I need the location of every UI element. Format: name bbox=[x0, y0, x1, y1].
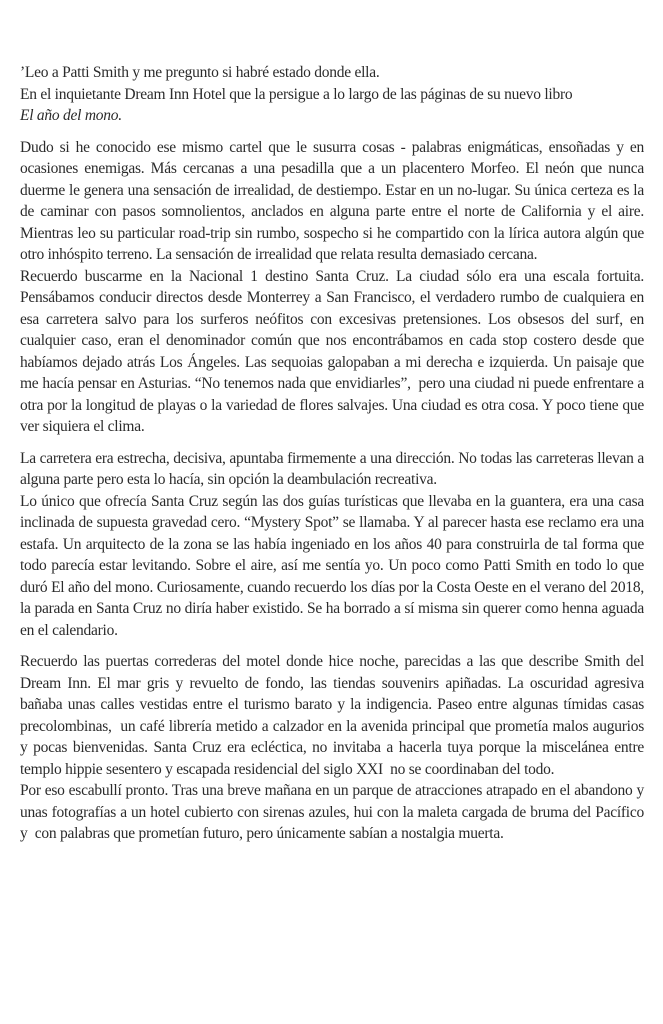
paragraph-despedida: Por eso escabullí pronto. Tras una breve mañana en un parque de atracciones atrapado en el abandono y unas fotografías a un hotel cubierto con sirenas azules, hui con la maleta cargada de bruma del Pacífico y con palabras que prometían futuro, pero únicamente sabían a nostalgia muerta. bbox=[20, 782, 648, 842]
paragraph-nacional-1: Recuerdo buscarme en la Nacional 1 destino Santa Cruz. La ciudad sólo era una escala fortuita. Pensábamos conducir directos desde Monterrey a San Francisco, el verdadero rumbo de cualquiera en esa carretera salvo para los surferos neófitos con excesivas pretensiones. Los obsesos del surf, en cualquier caso, eran el denominador común que nos encontrábamos en cada stop costero desde que habíamos dejado atrás Los Ángeles. Las sequoias galopaban a mi derecha e izquierda. Un paisaje que me hacía pensar en Asturias. “No tenemos nada que envidiarles”, pero una ciudad ni puede enfrentare a otra por la longitud de playas o la variedad de flores salvajes. Una ciudad es otra cosa. Y poco tiene que ver siquiera el clima. bbox=[20, 267, 648, 435]
intro-line-2: En el inquietante Dream Inn Hotel que la persigue a lo largo de las páginas de su nuevo libro bbox=[20, 85, 573, 103]
paragraph-dream-inn: Dudo si he conocido ese mismo cartel que le susurra cosas - palabras enigmáticas, ensoñadas y en ocasiones enemigas. Más cercanas a una pesadilla que a un placentero Morfeo. El neón que nunca duerme le genera una sensación de irrealidad, de destiempo. Estar en un no-lugar. Su única certeza es la de caminar con pasos somnolientos, anclados en alguna parte entre el norte de California y el aire. Mientras leo su particular road-trip sin rumbo, sospecho si he compartido con la lírica autora algún que otro inhóspito terreno. La sensación de irrealidad que relata resulta demasiado cercana. bbox=[20, 138, 648, 263]
intro-line-1: ’Leo a Patti Smith y me pregunto si habré estado donde ella. bbox=[20, 64, 380, 81]
article-text bbox=[20, 62, 648, 845]
paragraph-carretera: La carretera era estrecha, decisiva, apuntaba firmemente a una dirección. No todas las carreteras llevan a alguna parte pero esta lo hacía, sin opción la deambulación recreativa. bbox=[20, 449, 648, 488]
intro-block bbox=[20, 62, 644, 127]
paragraph-motel: Recuerdo las puertas correderas del motel donde hice noche, parecidas a las que describe Smith del Dream Inn. El mar gris y revuelto de fondo, las tiendas souvenirs apiñadas. La oscuridad agresiva bañaba unas calles vestidas entre el turismo barato y la indigencia. Paseo entre algunas tímidas casas precolombinas, un café librería metido a calzador en la avenida principal que prometía malos augurios y pocas bienvenidas. Santa Cruz era ecléctica, no invitaba a hacerla tuya porque la miscelánea entre templo hippie sesentero y escapada residencial del siglo XXI no se coordinaban del todo. bbox=[20, 653, 648, 778]
intro-line-3-book-title: El año del mono. bbox=[20, 107, 122, 124]
paragraph-mystery-spot: Lo único que ofrecía Santa Cruz según las dos guías turísticas que llevaba en la guantera, era una casa inclinada de supuesta gravedad cero. “Mystery Spot” se llamaba. Y al parecer hasta ese reclamo era una estafa. Un arquitecto de la zona se las había ingeniado en los años 40 para construirla de tal forma que todo parecía estar levitando. Sobre el aire, así me sentía yo. Un poco como Patti Smith en todo lo que duró El año del mono. Curiosamente, cuando recuerdo los días por la Costa Oeste en el verano del 2018, la parada en Santa Cruz no diría haber existido. Se ha borrado a sí misma sin querer como henna aguada en el calendario. bbox=[20, 492, 648, 639]
